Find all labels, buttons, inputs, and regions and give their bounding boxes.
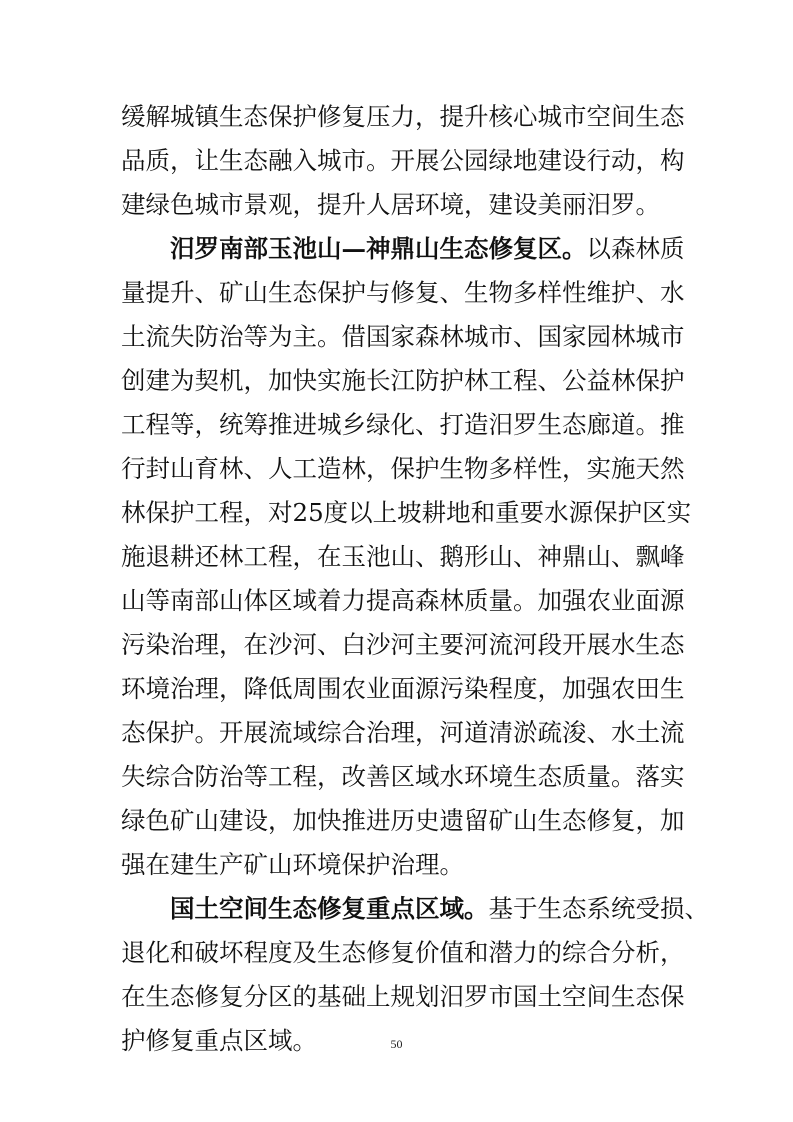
paragraph-2-heading: 汨罗南部玉池山—神鼎山生态修复区。 [170, 234, 587, 263]
paragraph-2-line-3: 土流失防治等为主。借国家森林城市、国家园林城市 [121, 322, 685, 351]
paragraph-1-line-1: 缓解城镇生态保护修复压力，提升核心城市空间生态 [121, 102, 685, 131]
paragraph-2-line-9: 山等南部山体区域着力提高森林质量。加强农业面源 [121, 586, 685, 615]
paragraph-2-line-10: 污染治理，在沙河、白沙河主要河流河段开展水生态 [121, 630, 685, 659]
paragraph-3-line-4: 护修复重点区域。 [121, 1026, 317, 1055]
paragraph-3-line-1 [170, 889, 709, 929]
paragraph-2-line-7: 林保护工程，对25度以上坡耕地和重要水源保护区实 [121, 498, 692, 527]
paragraph-2-line-12: 态保护。开展流域综合治理，河道清淤疏浚、水土流 [121, 718, 685, 747]
paragraph-2-line-13: 失综合防治等工程，改善区域水环境生态质量。落实 [121, 762, 685, 791]
paragraph-2-line-5: 工程等，统筹推进城乡绿化、打造汨罗生态廊道。推 [121, 410, 685, 439]
paragraph-2-line-4: 创建为契机，加快实施长江防护林工程、公益林保护 [121, 366, 685, 395]
paragraph-3-line-1-rest: 基于生态系统受损、 [488, 894, 709, 923]
paragraph-2-line-15: 强在建生产矿山环境保护治理。 [121, 850, 464, 879]
paragraph-2-line-6: 行封山育林、人工造林，保护生物多样性，实施天然 [121, 454, 685, 483]
paragraph-2-line-14: 绿色矿山建设，加快推进历史遗留矿山生态修复，加 [121, 806, 685, 835]
paragraph-2-line-2: 量提升、矿山生态保护与修复、生物多样性维护、水 [121, 278, 685, 307]
paragraph-2-line-1 [170, 229, 685, 269]
paragraph-3-heading: 国土空间生态修复重点区域。 [170, 894, 489, 923]
paragraph-1-line-3: 建绿色城市景观，提升人居环境，建设美丽汨罗。 [121, 190, 660, 219]
paragraph-3-line-2: 退化和破坏程度及生态修复价值和潜力的综合分析， [121, 938, 685, 967]
paragraph-2-line-11: 环境治理，降低周围农业面源污染程度，加强农田生 [121, 674, 685, 703]
paragraph-2-line-8: 施退耕还林工程，在玉池山、鹅形山、神鼎山、飘峰 [121, 542, 685, 571]
paragraph-3-line-3: 在生态修复分区的基础上规划汨罗市国土空间生态保 [121, 982, 685, 1011]
paragraph-2-line-1-rest: 以森林质 [586, 234, 685, 263]
page-number: 50 [390, 1037, 403, 1051]
paragraph-1-line-2: 品质，让生态融入城市。开展公园绿地建设行动，构 [121, 146, 685, 175]
